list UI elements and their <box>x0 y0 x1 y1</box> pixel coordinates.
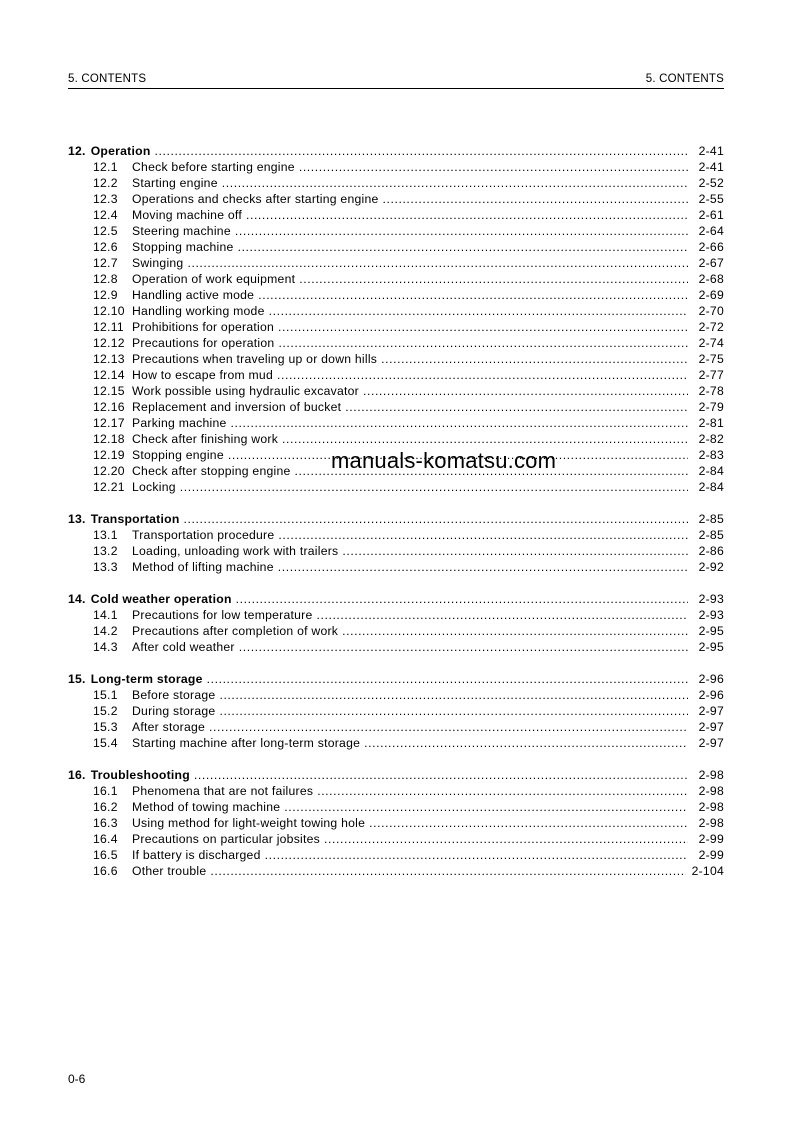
toc-dot-leader <box>238 239 688 255</box>
toc-dot-leader <box>180 479 688 495</box>
toc-entry-page: 2-104 <box>691 864 724 878</box>
toc-dot-leader <box>269 303 688 319</box>
toc-entry-page: 2-99 <box>698 848 724 862</box>
toc-section-row <box>68 767 724 783</box>
toc-dot-leader <box>209 719 688 735</box>
toc-entry-title: Handling active mode <box>132 288 255 302</box>
toc-entry-number: 12.5 <box>93 224 118 238</box>
toc-entry-page: 2-97 <box>698 720 724 734</box>
table-of-contents <box>68 143 724 895</box>
toc-entry-number: 12.1 <box>93 160 118 174</box>
toc-dot-leader <box>187 255 688 271</box>
header-left-title: 5. CONTENTS <box>68 73 147 85</box>
toc-entry-page: 2-83 <box>698 448 724 462</box>
toc-entry-row <box>68 367 724 383</box>
toc-entry-page: 2-68 <box>698 272 724 286</box>
toc-entry-page: 2-98 <box>698 784 724 798</box>
toc-entry-title: Precautions after completion of work <box>132 624 339 638</box>
toc-entry-page: 2-95 <box>698 640 724 654</box>
toc-entry-row <box>68 175 724 191</box>
toc-entry-title: Swinging <box>132 256 184 270</box>
toc-entry-title: Starting engine <box>132 176 218 190</box>
toc-entry-number: 14.2 <box>93 624 118 638</box>
toc-entry-row <box>68 799 724 815</box>
toc-entry-number: 14.1 <box>93 608 118 622</box>
toc-entry-number: 12.19 <box>93 448 125 462</box>
toc-entry-title: Phenomena that are not failures <box>132 784 314 798</box>
toc-entry-title: If battery is discharged <box>132 848 261 862</box>
toc-entry-page: 2-85 <box>698 512 724 526</box>
toc-section-row <box>68 511 724 527</box>
toc-entry-page: 2-98 <box>698 800 724 814</box>
toc-entry-row <box>68 543 724 559</box>
toc-entry-page: 2-79 <box>698 400 724 414</box>
toc-entry-number: 12.17 <box>93 416 125 430</box>
toc-entry-page: 2-61 <box>698 208 724 222</box>
toc-entry-title: Other trouble <box>132 864 207 878</box>
toc-entry-title: Check before starting engine <box>132 160 295 174</box>
toc-dot-leader <box>278 335 688 351</box>
toc-entry-title: Locking <box>132 480 176 494</box>
toc-entry-page: 2-55 <box>698 192 724 206</box>
toc-entry-title: Method of towing machine <box>132 800 281 814</box>
toc-entry-number: 12.21 <box>93 480 125 494</box>
toc-entry-number: 14.3 <box>93 640 118 654</box>
toc-entry-number: 12.20 <box>93 464 125 478</box>
toc-dot-leader <box>210 863 685 879</box>
toc-entry-number: 12.8 <box>93 272 118 286</box>
toc-dot-leader <box>219 703 688 719</box>
toc-dot-leader <box>207 671 688 687</box>
toc-entry-row <box>68 815 724 831</box>
toc-entry-page: 2-97 <box>698 704 724 718</box>
toc-entry-page: 2-92 <box>698 560 724 574</box>
toc-entry-row <box>68 847 724 863</box>
toc-entry-title: Check after stopping engine <box>132 464 291 478</box>
toc-entry-number: 13.3 <box>93 560 118 574</box>
toc-section-row <box>68 591 724 607</box>
toc-entry-title: Stopping engine <box>132 448 224 462</box>
toc-entry-row <box>68 191 724 207</box>
toc-entry-row <box>68 239 724 255</box>
toc-entry-page: 2-85 <box>698 528 724 542</box>
toc-section <box>68 143 724 495</box>
toc-entry-row <box>68 159 724 175</box>
toc-entry-number: 15. <box>68 672 86 686</box>
toc-entry-page: 2-99 <box>698 832 724 846</box>
toc-entry-title: Moving machine off <box>132 208 242 222</box>
toc-entry-title: Starting machine after long-term storage <box>132 736 361 750</box>
toc-entry-number: 13. <box>68 512 86 526</box>
toc-entry-page: 2-75 <box>698 352 724 366</box>
toc-entry-number: 12.2 <box>93 176 118 190</box>
toc-dot-leader <box>342 543 688 559</box>
toc-entry-row <box>68 223 724 239</box>
toc-entry-page: 2-66 <box>698 240 724 254</box>
toc-entry-number: 13.2 <box>93 544 118 558</box>
toc-dot-leader <box>369 815 688 831</box>
toc-section <box>68 511 724 575</box>
toc-entry-title: Work possible using hydraulic excavator <box>132 384 359 398</box>
toc-entry-title: Stopping machine <box>132 240 234 254</box>
toc-entry-page: 2-84 <box>698 464 724 478</box>
toc-entry-row <box>68 207 724 223</box>
toc-entry-number: 12.9 <box>93 288 118 302</box>
toc-entry-number: 14. <box>68 592 86 606</box>
toc-entry-page: 2-52 <box>698 176 724 190</box>
toc-dot-leader <box>184 511 688 527</box>
toc-entry-page: 2-82 <box>698 432 724 446</box>
toc-entry-page: 2-78 <box>698 384 724 398</box>
toc-entry-row <box>68 303 724 319</box>
toc-entry-row <box>68 719 724 735</box>
toc-entry-page: 2-93 <box>698 608 724 622</box>
toc-entry-row <box>68 383 724 399</box>
toc-dot-leader <box>345 399 688 415</box>
toc-entry-number: 12.11 <box>93 320 124 334</box>
toc-entry-number: 12.12 <box>93 336 125 350</box>
toc-entry-page: 2-97 <box>698 736 724 750</box>
toc-entry-row <box>68 287 724 303</box>
toc-dot-leader <box>194 767 688 783</box>
toc-entry-number: 16.4 <box>93 832 118 846</box>
toc-entry-title: Troubleshooting <box>90 768 190 782</box>
toc-entry-title: Method of lifting machine <box>132 560 274 574</box>
toc-entry-number: 16.2 <box>93 800 118 814</box>
toc-entry-row <box>68 623 724 639</box>
toc-entry-title: Precautions when traveling up or down hills <box>132 352 378 366</box>
toc-entry-number: 12.18 <box>93 432 125 446</box>
toc-entry-page: 2-81 <box>698 416 724 430</box>
toc-entry-number: 12.13 <box>93 352 125 366</box>
toc-entry-row <box>68 863 724 879</box>
toc-entry-page: 2-95 <box>698 624 724 638</box>
toc-entry-title: Parking machine <box>132 416 227 430</box>
toc-entry-title: Transportation <box>90 512 180 526</box>
toc-entry-title: Operation of work equipment <box>132 272 296 286</box>
toc-entry-number: 12.4 <box>93 208 118 222</box>
toc-entry-page: 2-69 <box>698 288 724 302</box>
toc-entry-title: After storage <box>132 720 206 734</box>
toc-entry-row <box>68 527 724 543</box>
toc-entry-number: 16.6 <box>93 864 118 878</box>
toc-entry-row <box>68 831 724 847</box>
toc-entry-number: 16. <box>68 768 86 782</box>
toc-dot-leader <box>317 783 688 799</box>
toc-entry-row <box>68 687 724 703</box>
toc-entry-title: Replacement and inversion of bucket <box>132 400 342 414</box>
toc-entry-number: 16.3 <box>93 816 118 830</box>
toc-entry-page: 2-64 <box>698 224 724 238</box>
toc-entry-number: 13.1 <box>93 528 118 542</box>
toc-entry-title: After cold weather <box>132 640 235 654</box>
toc-entry-page: 2-96 <box>698 688 724 702</box>
toc-dot-leader <box>364 735 688 751</box>
toc-entry-row <box>68 255 724 271</box>
toc-dot-leader <box>239 639 688 655</box>
toc-entry-page: 2-84 <box>698 480 724 494</box>
toc-entry-page: 2-70 <box>698 304 724 318</box>
toc-entry-title: Loading, unloading work with trailers <box>132 544 339 558</box>
toc-dot-leader <box>258 287 688 303</box>
toc-entry-title: Precautions for operation <box>132 336 275 350</box>
toc-dot-leader <box>317 607 689 623</box>
toc-dot-leader <box>219 687 688 703</box>
toc-dot-leader <box>278 559 688 575</box>
toc-dot-leader <box>342 623 688 639</box>
toc-entry-number: 12.10 <box>93 304 125 318</box>
toc-entry-title: Prohibitions for operation <box>132 320 274 334</box>
toc-entry-number: 12.3 <box>93 192 118 206</box>
toc-section <box>68 671 724 751</box>
toc-dot-leader <box>282 431 688 447</box>
toc-entry-page: 2-41 <box>698 144 724 158</box>
toc-dot-leader <box>299 271 688 287</box>
toc-dot-leader <box>278 319 688 335</box>
toc-entry-title: Cold weather operation <box>90 592 232 606</box>
toc-entry-title: Operations and checks after starting engine <box>132 192 379 206</box>
toc-entry-row <box>68 703 724 719</box>
toc-dot-leader <box>383 191 688 207</box>
toc-entry-row <box>68 431 724 447</box>
toc-entry-title: Check after finishing work <box>132 432 279 446</box>
toc-entry-page: 2-86 <box>698 544 724 558</box>
toc-entry-title: Operation <box>90 144 151 158</box>
toc-dot-leader <box>284 799 688 815</box>
toc-section-row <box>68 671 724 687</box>
toc-dot-leader <box>299 159 688 175</box>
toc-entry-number: 15.3 <box>93 720 118 734</box>
toc-section-row <box>68 143 724 159</box>
toc-dot-leader <box>235 223 688 239</box>
toc-entry-row <box>68 735 724 751</box>
toc-dot-leader <box>236 591 688 607</box>
toc-entry-row <box>68 559 724 575</box>
toc-entry-number: 16.1 <box>93 784 118 798</box>
toc-entry-row <box>68 479 724 495</box>
toc-dot-leader <box>324 831 688 847</box>
toc-section <box>68 767 724 879</box>
toc-entry-page: 2-98 <box>698 816 724 830</box>
toc-entry-number: 12.7 <box>93 256 118 270</box>
toc-entry-page: 2-72 <box>698 320 724 334</box>
toc-entry-number: 12. <box>68 144 86 158</box>
header-right-title: 5. CONTENTS <box>645 73 724 85</box>
toc-entry-row <box>68 271 724 287</box>
toc-entry-title: Using method for light-weight towing hole <box>132 816 366 830</box>
toc-dot-leader <box>277 367 688 383</box>
toc-entry-number: 12.14 <box>93 368 125 382</box>
toc-entry-title: How to escape from mud <box>132 368 273 382</box>
toc-entry-title: Precautions on particular jobsites <box>132 832 321 846</box>
toc-entry-page: 2-96 <box>698 672 724 686</box>
toc-entry-row <box>68 639 724 655</box>
toc-entry-row <box>68 415 724 431</box>
toc-entry-page: 2-74 <box>698 336 724 350</box>
toc-entry-title: Transportation procedure <box>132 528 275 542</box>
toc-dot-leader <box>363 383 688 399</box>
toc-entry-row <box>68 335 724 351</box>
toc-entry-title: Steering machine <box>132 224 231 238</box>
watermark-text: manuals-komatsu.com <box>331 448 557 473</box>
toc-entry-number: 15.2 <box>93 704 118 718</box>
toc-dot-leader <box>246 207 688 223</box>
toc-entry-page: 2-98 <box>698 768 724 782</box>
toc-entry-row <box>68 399 724 415</box>
toc-dot-leader <box>381 351 688 367</box>
toc-entry-page: 2-41 <box>698 160 724 174</box>
toc-entry-number: 15.1 <box>93 688 118 702</box>
toc-entry-title: Before storage <box>132 688 216 702</box>
toc-entry-number: 15.4 <box>93 736 118 750</box>
toc-entry-row <box>68 783 724 799</box>
toc-section <box>68 591 724 655</box>
toc-dot-leader <box>222 175 688 191</box>
toc-entry-title: Handling working mode <box>132 304 265 318</box>
page-number: 0-6 <box>68 1072 86 1086</box>
toc-entry-number: 12.16 <box>93 400 125 414</box>
toc-dot-leader <box>231 415 688 431</box>
toc-dot-leader <box>155 143 688 159</box>
toc-entry-row <box>68 319 724 335</box>
toc-entry-title: Long-term storage <box>90 672 203 686</box>
toc-entry-row <box>68 351 724 367</box>
toc-entry-number: 12.6 <box>93 240 118 254</box>
toc-entry-title: Precautions for low temperature <box>132 608 313 622</box>
toc-entry-title: During storage <box>132 704 216 718</box>
toc-entry-page: 2-93 <box>698 592 724 606</box>
toc-dot-leader <box>278 527 688 543</box>
toc-entry-page: 2-67 <box>698 256 724 270</box>
toc-dot-leader <box>265 847 688 863</box>
toc-entry-number: 12.15 <box>93 384 125 398</box>
toc-entry-page: 2-77 <box>698 368 724 382</box>
toc-entry-number: 16.5 <box>93 848 118 862</box>
page-header <box>68 72 724 89</box>
toc-entry-row <box>68 607 724 623</box>
